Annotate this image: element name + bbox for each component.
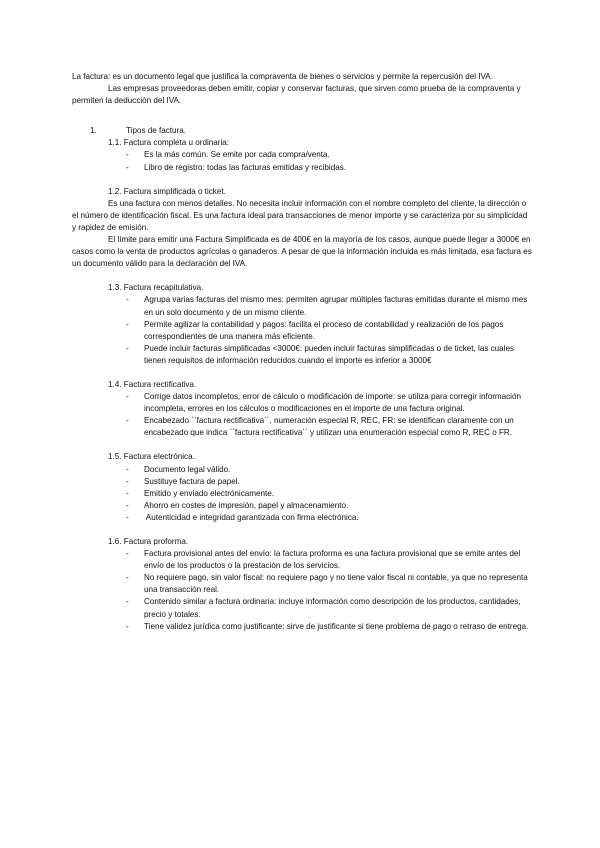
list-item bbox=[72, 149, 532, 161]
list-item bbox=[72, 488, 532, 500]
bullet-dash: - bbox=[126, 343, 129, 353]
list-item-text: Autenticidad e integridad garantizada con firma electrónica. bbox=[144, 512, 359, 522]
bullet-dash: - bbox=[126, 150, 129, 160]
bullet-dash: - bbox=[126, 392, 129, 402]
section-1-5 bbox=[108, 451, 532, 463]
section-1-3 bbox=[108, 282, 532, 294]
list-item-text: Libro de registro: todas las facturas emitidas y recibidas. bbox=[144, 162, 346, 172]
section-1-6 bbox=[108, 536, 532, 548]
list-item bbox=[72, 294, 532, 318]
section-title: 1.6. Factura proforma. bbox=[108, 537, 189, 546]
section-title: 1.4. Factura rectificativa. bbox=[108, 379, 197, 389]
list-item-text: Puede incluir facturas simplificadas <3000€: pueden incluir facturas simplificadas o de ticket, las cuales tienen requisitos de información reducidos cuando el importe es inferior a 3000€ bbox=[144, 343, 515, 365]
list-item-text: Emitido y enviado electrónicamente. bbox=[144, 488, 275, 498]
list-item bbox=[72, 415, 532, 439]
section-1-4-list bbox=[72, 391, 532, 439]
list-item bbox=[72, 343, 532, 367]
list-item bbox=[72, 319, 532, 343]
list-title: Tipos de factura. bbox=[126, 126, 186, 136]
section-1-6-list bbox=[72, 548, 532, 633]
bullet-dash: - bbox=[126, 573, 129, 583]
list-item-text: Tiene validez jurídica como justificante: sirve de justificante si tiene problema de pago o retraso de entrega. bbox=[144, 621, 529, 631]
list-item bbox=[72, 548, 532, 572]
list-item-text: Permite agilizar la contabilidad y pagos: facilita el proceso de contabilidad y realización de los pagos correspondientes de una manera más eficiente. bbox=[144, 319, 504, 341]
bullet-dash: - bbox=[126, 162, 129, 172]
intro-definition: La factura: es un documento legal que justifica la compraventa de bienes o servicios y permite la repercusión del IVA. bbox=[72, 72, 493, 81]
list-item-text: Documento legal válido. bbox=[144, 464, 231, 474]
bullet-dash: - bbox=[126, 512, 129, 522]
section-1-2-paragraph: El límite para emitir una Factura Simplificada es de 400€ en la mayoría de los casos, aunque puede llegar a 3000€ en casos como la venta de productos agrícolas o ganaderos. A pesar de que la información incluida es más limitada, esa factura es un documento válido para la declaración del IVA. bbox=[72, 235, 532, 269]
list-item bbox=[72, 500, 532, 512]
bullet-dash: - bbox=[126, 295, 129, 305]
section-title: 1.2. Factura simplificada o ticket. bbox=[108, 186, 226, 196]
list-item-text: Sustituye factura de papel. bbox=[144, 476, 240, 486]
list-item-text: Ahorro en costes de impresión, papel y almacenamiento. bbox=[144, 500, 349, 510]
bullet-dash: - bbox=[126, 488, 129, 498]
list-heading bbox=[72, 125, 532, 137]
section-1-2-paragraph: Es una factura con menos detalles. No necesita incluir información con el nombre completo del cliente, la dirección o el número de identificación fiscal. Es una factura ideal para transacciones de menor importe y se caracteriza por su simplicidad y rapidez de emisión. bbox=[72, 198, 528, 232]
bullet-dash: - bbox=[126, 621, 129, 631]
bullet-dash: - bbox=[126, 597, 129, 607]
bullet-dash: - bbox=[126, 416, 129, 426]
bullet-dash: - bbox=[126, 476, 129, 486]
bullet-dash: - bbox=[126, 319, 129, 329]
list-item bbox=[72, 596, 532, 620]
section-1-3-list bbox=[72, 294, 532, 367]
intro-paragraph: Las empresas proveedoras deben emitir, copiar y conservar facturas, que sirven como prueba de la compraventa y permiten la deducción del IVA. bbox=[72, 84, 521, 106]
list-item-text: Corrige datos incompletos, error de cálculo o modificación de importe: se utiliza para corregir información incompleta, errores en los cálculos o modificaciones en el importe de una factura original. bbox=[144, 392, 521, 414]
list-item-text: No requiere pago, sin valor fiscal: no requiere pago y no tiene valor fiscal ni contable, ya que no representa una transacción real. bbox=[144, 573, 528, 595]
list-item bbox=[72, 162, 532, 174]
section-1-5-list bbox=[72, 464, 532, 524]
list-item bbox=[72, 476, 532, 488]
bullet-dash: - bbox=[126, 464, 129, 474]
section-1-2 bbox=[108, 186, 532, 198]
list-number: 1. bbox=[90, 126, 97, 136]
bullet-dash: - bbox=[126, 549, 129, 559]
document-body bbox=[72, 71, 532, 633]
section-title: 1.3. Factura recapitulativa. bbox=[108, 283, 204, 293]
list-item-text: Es la más común. Se emite por cada compra/venta. bbox=[144, 150, 330, 160]
list-item bbox=[72, 621, 532, 633]
section-title: 1.1. Factura completa u ordinaria: bbox=[108, 138, 230, 148]
list-item bbox=[72, 572, 532, 596]
list-item-text: Contenido similar a factura ordinaria: incluye información como descripción de los productos, cantidades, precio y totales. bbox=[144, 597, 521, 619]
section-1-4 bbox=[108, 379, 532, 391]
section-1-1 bbox=[108, 137, 532, 149]
list-item bbox=[72, 464, 532, 476]
list-item-text: Agrupa varias facturas del mismo mes: permiten agrupar múltiples facturas emitidas durante el mismo mes en un solo documento y de un mismo cliente. bbox=[144, 295, 528, 317]
section-title: 1.5. Factura electrónica. bbox=[108, 452, 195, 462]
list-item-text: Encabezado ``factura rectificativa´´, numeración especial R, REC, FR: se identifican claramente con un encabezado que indica ``factura rectificativa´´ y utilizan una enumeración especial como R, REC o FR. bbox=[144, 416, 514, 438]
list-item bbox=[72, 512, 532, 524]
section-1-1-list bbox=[72, 149, 532, 173]
list-item-text: Factura provisional antes del envío: la factura proforma es una factura provisional que se emite antes del envío de los productos o la prestación de los servicios. bbox=[144, 549, 521, 571]
bullet-dash: - bbox=[126, 500, 129, 510]
list-item bbox=[72, 391, 532, 415]
